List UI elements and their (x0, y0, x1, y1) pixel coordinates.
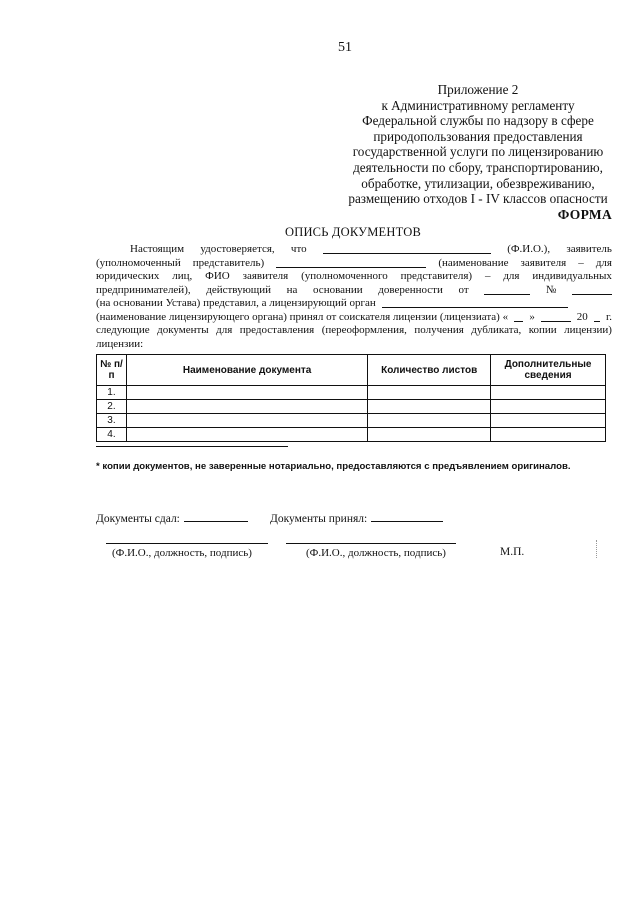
text: » (529, 310, 535, 323)
body-line-1 (96, 243, 612, 257)
signature-line-left[interactable] (106, 543, 268, 544)
seal-label: М.П. (500, 546, 525, 558)
page-number: 51 (338, 40, 352, 55)
word: заявитель (566, 243, 612, 255)
table-cell[interactable] (368, 414, 491, 428)
table-cell[interactable] (368, 428, 491, 442)
column-header-additional-info: Дополнительные сведения (491, 355, 606, 386)
word: лиц, (172, 270, 193, 282)
appendix-line: Приложение 2 (437, 82, 519, 97)
appendix-line: обработке, утилизации, обезвреживанию, (361, 175, 595, 191)
appendix-header (318, 82, 638, 207)
power-of-attorney-number-field[interactable] (572, 284, 612, 295)
text: (наименование лицензирующего органа) принял от соискателя лицензии (лицензиата) « (96, 310, 509, 323)
table-row (97, 428, 606, 442)
fio-blank-field[interactable] (323, 243, 491, 254)
power-of-attorney-date-field[interactable] (484, 284, 530, 295)
body-line-6 (96, 311, 612, 325)
licensing-authority-field[interactable] (382, 297, 568, 308)
appendix-line: государственной услуги по лицензированию (352, 144, 604, 160)
table-cell: 3. (97, 414, 127, 428)
word: для (595, 256, 612, 269)
text: 20 (576, 310, 588, 323)
table-cell[interactable] (491, 386, 606, 400)
documents-table (96, 354, 606, 442)
body-line-5 (96, 297, 612, 311)
handed-over-block (96, 511, 248, 525)
word: юридических (96, 270, 160, 282)
word: доверенности (378, 283, 443, 296)
word: следующие (96, 324, 150, 336)
text: (на основании Устава) представил, а лицензирующий орган (96, 297, 376, 309)
accepted-field[interactable] (371, 511, 443, 522)
table-cell[interactable] (368, 386, 491, 400)
appendix-line: размещению отходов I - IV классов опасности (348, 191, 608, 207)
table-cell: 4. (97, 428, 127, 442)
word: заявителя (520, 256, 567, 269)
signature-caption-left: (Ф.И.О., должность, подпись) (112, 547, 252, 559)
appendix-line: Федеральной службы по надзору в сфере (362, 113, 594, 129)
table-cell[interactable] (491, 414, 606, 428)
word: лицензии) (564, 324, 612, 336)
footnote: * копии документов, не заверенные нотариально, предоставляются с предъявлением оригиналов. (96, 461, 571, 472)
table-cell[interactable] (126, 414, 367, 428)
table-cell: 2. (97, 400, 127, 414)
word: (уполномоченного (301, 270, 388, 282)
accepted-label: Документы принял: (270, 513, 368, 525)
word: (переоформления, (321, 324, 407, 336)
form-label: ФОРМА (557, 207, 612, 222)
word: представитель) (192, 256, 265, 269)
form-body-text (96, 243, 612, 351)
word: представителя) (400, 270, 473, 282)
table-cell[interactable] (126, 400, 367, 414)
word: № (545, 283, 557, 296)
text: г. (605, 310, 612, 323)
column-header-sheet-count: Количество листов (368, 355, 491, 386)
document-title: ОПИСЬ ДОКУМЕНТОВ (284, 225, 422, 239)
table-row (97, 400, 606, 414)
word: заявителя (242, 270, 289, 282)
word: удостоверяется, (200, 243, 275, 255)
appendix-line: природопользования предоставления (373, 128, 583, 144)
body-line-8 (96, 338, 612, 352)
word: получения (414, 324, 464, 336)
word: что (290, 243, 307, 255)
word: (наименование (438, 256, 509, 269)
body-line-4 (96, 284, 612, 298)
word: от (458, 283, 469, 296)
table-cell[interactable] (368, 400, 491, 414)
table-row (97, 414, 606, 428)
representative-blank-field[interactable] (276, 257, 426, 268)
appendix-line: деятельности по сбору, транспортированию, (353, 159, 603, 175)
table-cell: 1. (97, 386, 127, 400)
signature-caption-right: (Ф.И.О., должность, подпись) (306, 547, 446, 559)
body-line-2 (96, 257, 612, 271)
word: (уполномоченный (96, 256, 181, 269)
word: предпринимателей), (96, 283, 191, 296)
signature-line-right[interactable] (286, 543, 456, 544)
year-field[interactable] (594, 311, 600, 322)
word: основании (313, 283, 363, 296)
month-field[interactable] (541, 311, 571, 322)
word: копии (528, 324, 557, 336)
table-cell[interactable] (491, 428, 606, 442)
table-cell[interactable] (126, 428, 367, 442)
text: лицензии: (96, 337, 144, 350)
appendix-line: к Административному регламенту (381, 97, 575, 113)
word: на (286, 283, 298, 296)
word: (Ф.И.О.), (507, 243, 551, 255)
footnote-divider (96, 446, 288, 447)
word: индивидуальных (532, 270, 612, 282)
column-header-document-name: Наименование документа (126, 355, 367, 386)
table-row (97, 386, 606, 400)
accepted-block (270, 511, 443, 525)
handed-over-field[interactable] (184, 511, 248, 522)
table-cell[interactable] (491, 400, 606, 414)
body-line-7 (96, 324, 612, 338)
day-field[interactable] (514, 311, 523, 322)
body-line-3 (96, 270, 612, 284)
word: дубликата, (471, 324, 522, 336)
column-header-number: № п/п (97, 355, 127, 386)
word: ФИО (205, 270, 230, 282)
word: документы (157, 324, 209, 336)
scan-artifact-divider (596, 540, 598, 558)
word: – (578, 256, 584, 269)
handed-over-label: Документы сдал: (96, 513, 180, 525)
word: – (484, 270, 491, 282)
word: действующий (206, 283, 272, 296)
word: для (503, 270, 520, 282)
word: предоставления (239, 324, 315, 336)
word: Настоящим (130, 243, 185, 255)
table-header-row (97, 355, 606, 386)
word: для (216, 324, 233, 336)
table-cell[interactable] (126, 386, 367, 400)
